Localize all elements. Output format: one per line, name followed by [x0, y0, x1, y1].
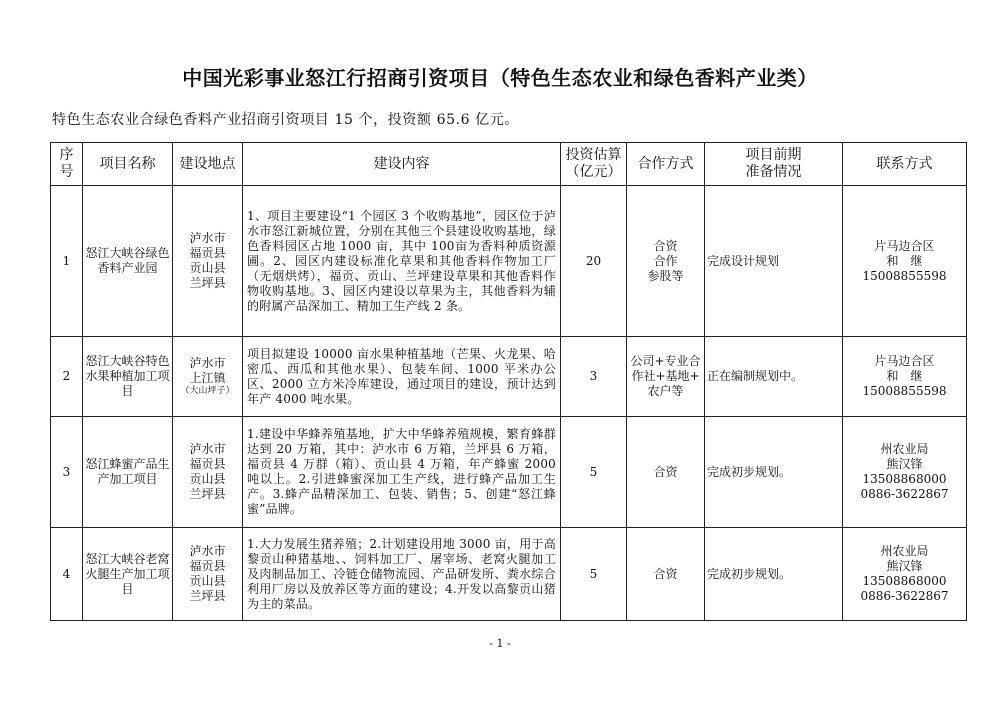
cell-seq: 2: [51, 337, 83, 417]
cell-contact: 州农业局 熊汉锋 13508868000 0886-3622867: [843, 528, 967, 621]
table-row: [51, 186, 967, 337]
cell-cooperation: 合资: [627, 528, 705, 621]
cell-seq: 1: [51, 186, 83, 337]
header-preparation: 项目前期 准备情况: [705, 143, 843, 186]
table-row: [51, 337, 967, 417]
page-number: - 1 -: [489, 637, 511, 650]
cell-cooperation: 合资: [627, 417, 705, 528]
cell-preparation: 完成设计规划: [705, 186, 843, 337]
cell-location: 泸水市 福贡县 贡山县 兰坪县: [173, 186, 243, 337]
cell-contact: 片马边合区 和 继 15008855598: [843, 337, 967, 417]
summary-text: 特色生态农业合绿色香料产业招商引资项目 15 个，投资额 65.6 亿元。: [52, 112, 519, 128]
cell-preparation: 完成初步规划。: [705, 417, 843, 528]
cell-content: 1.大力发展生猪养殖；2.计划建设用地 3000 亩，用于高黎贡山种猪基地、、饲料加工厂、屠宰场、老窝火腿加工及肉制品加工、冷链仓储物流园、产品研发所、粪水综合利用厂房以及放养区等方面的建设；4.开发以高黎贡山猪为主的菜品。: [243, 528, 561, 621]
header-seq: 序 号: [51, 143, 83, 186]
header-cooperation: 合作方式: [627, 143, 705, 186]
cell-preparation: 完成初步规划。: [705, 528, 843, 621]
location-note: （大山坪子）: [180, 386, 235, 396]
cell-name: 怒江大峡谷老窝火腿生产加工项目: [83, 528, 173, 621]
cell-content: 项目拟建设 10000 亩水果种植基地（芒果、火龙果、哈密瓜、西瓜和其他水果）、包装车间、1000 平米办公区、2000 立方米冷库建设，通过项目的建设，预计达到年产 4000 吨水果。: [243, 337, 561, 417]
projects-table: [50, 142, 967, 621]
header-content: 建设内容: [243, 143, 561, 186]
cell-investment: 20: [561, 186, 627, 337]
cell-location: 泸水市 福贡县 贡山县 兰坪县: [173, 417, 243, 528]
header-location: 建设地点: [173, 143, 243, 186]
header-name: 项目名称: [83, 143, 173, 186]
document-title: 中国光彩事业怒江行招商引资项目（特色生态农业和绿色香料产业类）: [182, 66, 818, 90]
cell-contact: 片马边合区 和 继 15008855598: [843, 186, 967, 337]
cell-content: 1、项目主要建设“1 个园区 3 个收购基地”，园区位于泸水市怒江新城位置，分别在其他三个县建设收购基地，绿色香料园区占地 1000 亩，其中 100亩为香料种质资源圃。2、园区内建设标准化草果和其他香料作物加工厂（无烟烘烤），福贡、贡山、兰坪建设草果和其他香料作物收购基地。3、园区内建设以草果为主，其他香料为辅的附属产品深加工、精加工生产线 2 条。: [243, 186, 561, 337]
cell-seq: 4: [51, 528, 83, 621]
cell-location: 泸水市 上江镇 （大山坪子）: [173, 337, 243, 417]
cell-investment: 5: [561, 528, 627, 621]
cell-preparation: 正在编制规划中。: [705, 337, 843, 417]
cell-location: 泸水市 福贡县 贡山县 兰坪县: [173, 528, 243, 621]
cell-name: 怒江蜂蜜产品生产加工项目: [83, 417, 173, 528]
header-contact: 联系方式: [843, 143, 967, 186]
table-row: [51, 528, 967, 621]
cell-name: 怒江大峡谷绿色香料产业园: [83, 186, 173, 337]
cell-investment: 3: [561, 337, 627, 417]
cell-name: 怒江大峡谷特色水果种植加工项目: [83, 337, 173, 417]
table-header-row: [51, 143, 967, 186]
cell-content: 1.建设中华蜂养殖基地，扩大中华蜂养殖规模，繁育蜂群达到 20 万箱，其中：泸水市 6 万箱，兰坪县 6 万箱，福贡县 4 万群（箱）、贡山县 4 万箱，年产蜂蜜 2000 吨以上。2.引进蜂蜜深加工生产线，进行蜂产品加工生产。3.蜂产品精深加工、包装、销售；5、创建“怒江蜂蜜”品牌。: [243, 417, 561, 528]
cell-seq: 3: [51, 417, 83, 528]
cell-contact: 州农业局 熊汉锋 13508868000 0886-3622867: [843, 417, 967, 528]
table-row: [51, 417, 967, 528]
cell-investment: 5: [561, 417, 627, 528]
cell-cooperation: 合资 合作 参股等: [627, 186, 705, 337]
header-investment: 投资估算 （亿元）: [561, 143, 627, 186]
cell-cooperation: 公司+专业合 作社+基地+ 农户等: [627, 337, 705, 417]
